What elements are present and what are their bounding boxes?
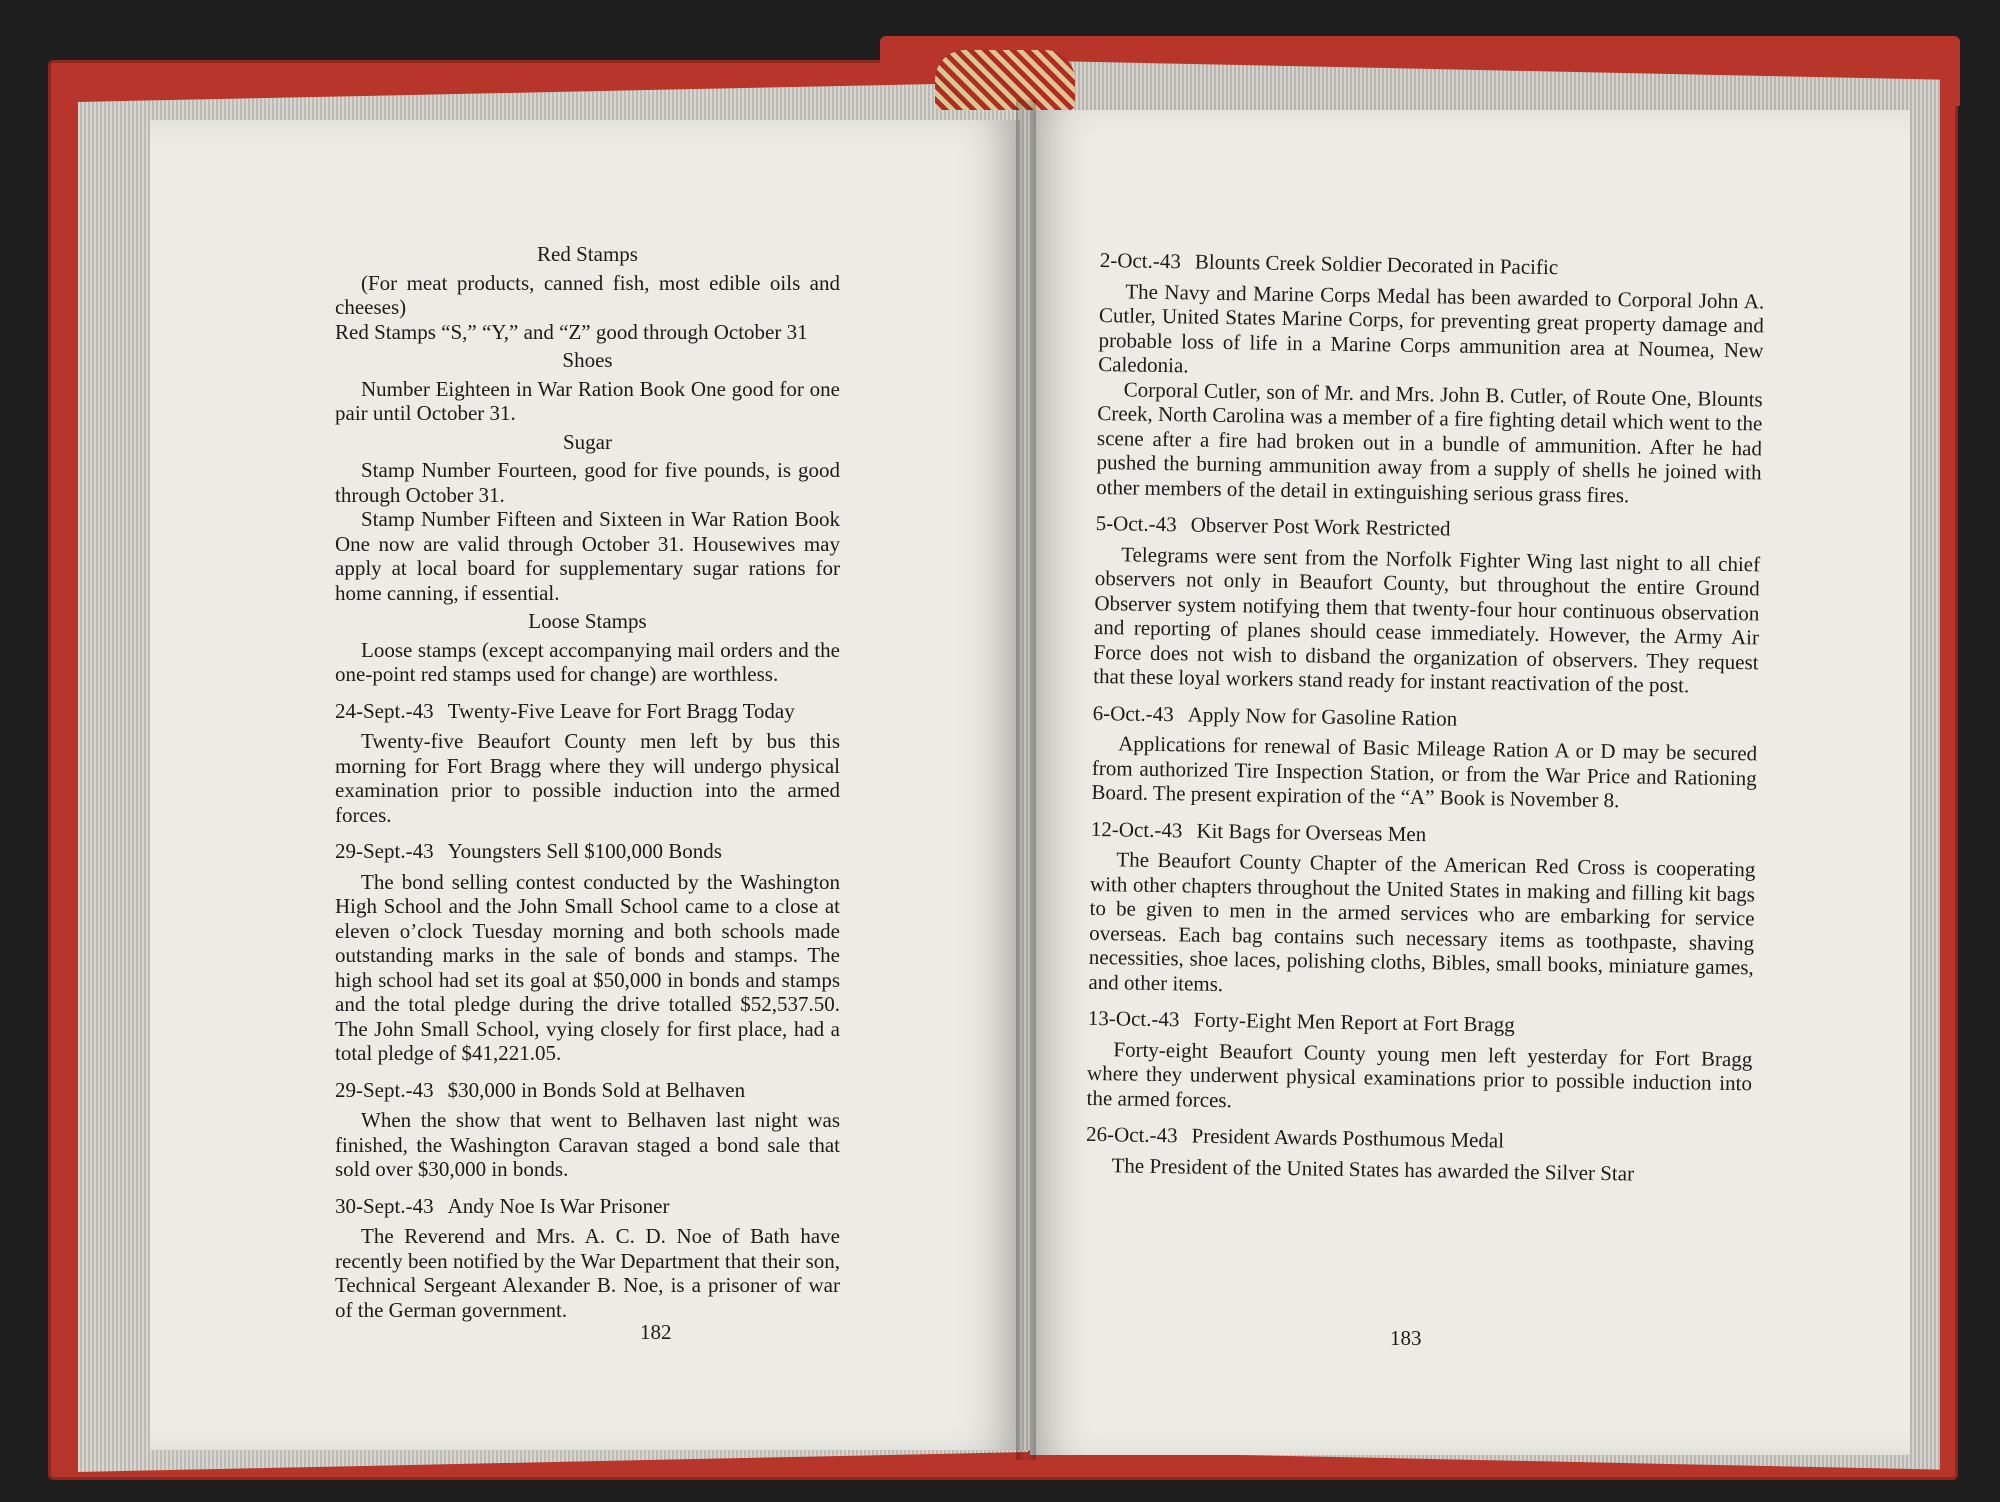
entry-heading xyxy=(335,1078,840,1103)
entry-body: The bond selling contest conducted by the Washington High School and the John Small School came to a close at eleven o’clock Tuesday morning and both schools made outstanding marks in the sale of bonds and stamps. The high school had set its goal at $50,000 in bonds and stamps and the total pledge during the drive totalled $52,537.50. The John Small School, vying closely for first place, had a total pledge of $41,221.05. xyxy=(335,869,840,1065)
entry-heading xyxy=(1091,816,1756,851)
entry-body: The Reverend and Mrs. A. C. D. Noe of Bath have recently been notified by the War Department that their son, Technical Sergeant Alexander B. Noe, is a prisoner of war of the German government. xyxy=(335,1224,840,1322)
right-page xyxy=(1030,110,1910,1455)
entry-body: The Navy and Marine Corps Medal has been awarded to Corporal John A. Cutler, United States Marine Corps, for preventing great property damage and probable loss of life in a Marine Corps ammunition area at Noumea, New Caledonia. xyxy=(1097,278,1765,378)
entry-date: 30-Sept.-43 xyxy=(335,1193,434,1218)
entry-title: Kit Bags for Overseas Men xyxy=(1196,818,1427,846)
left-page-text xyxy=(335,238,840,1322)
left-page xyxy=(150,120,1020,1450)
entry-heading xyxy=(335,699,840,724)
entry-date: 29-Sept.-43 xyxy=(335,1077,434,1102)
heading-sugar: Sugar xyxy=(563,429,612,454)
entry-heading xyxy=(1086,1122,1751,1157)
entry-heading xyxy=(1088,1006,1753,1041)
entry-title: $30,000 in Bonds Sold at Belhaven xyxy=(447,1077,746,1102)
entry-date: 6-Oct.-43 xyxy=(1092,700,1174,726)
entry-title: Andy Noe Is War Prisoner xyxy=(447,1193,670,1218)
entry-date: 24-Sept.-43 xyxy=(335,698,434,723)
entry-date: 29-Sept.-43 xyxy=(335,839,434,863)
shoes-text: Number Eighteen in War Ration Book One good for one pair until October 31. xyxy=(335,376,840,425)
entry-body: Forty-eight Beaufort County young men left yesterday for Fort Bragg where they underwent physical examinations prior to possible induction into the armed forces. xyxy=(1086,1036,1753,1112)
entry-body: Telegrams were sent from the Norfolk Fighter Wing last night to all chief observers not only in Beaufort County, but throughout the entire Ground Observer system notifying them that twenty-four hour continuous observation and reporting of planes should cease immediately. However, the Army Air Force does not wish to disband the organization of observers. They request that these loyal workers stand ready for instant reactivation of the post. xyxy=(1093,541,1761,698)
sugar-text-2: Stamp Number Fifteen and Sixteen in War Ration Book One now are valid through October 31. Housewives may apply at local board for supplementary sugar rations for home canning, if essential. xyxy=(335,507,840,605)
entry-title: President Awards Posthumous Medal xyxy=(1191,1123,1505,1153)
entry-body-continued: Corporal Cutler, son of Mr. and Mrs. John B. Cutler, of Route One, Blounts Creek, North Carolina was a member of a fire fighting detail which went to the scene after a fire had broken out in a bundle of ammunition. After he had pushed the burning ammunition away from a supply of shells he joined with other members of the detail in extinguishing serious grass fires. xyxy=(1096,376,1763,507)
entry-title: Apply Now for Gasoline Ration xyxy=(1187,701,1458,731)
entry-heading xyxy=(1100,248,1765,283)
heading-shoes: Shoes xyxy=(562,348,613,372)
entry-title: Observer Post Work Restricted xyxy=(1190,512,1451,541)
entry-heading xyxy=(335,1194,840,1219)
entry-title: Forty-Eight Men Report at Fort Bragg xyxy=(1193,1007,1515,1037)
book-gutter xyxy=(1016,100,1036,1460)
entry-title: Youngsters Sell $100,000 Bonds xyxy=(447,839,722,863)
entry-date: 5-Oct.-43 xyxy=(1095,510,1177,537)
entry-date: 26-Oct.-43 xyxy=(1085,1121,1178,1148)
entry-body: The President of the United States has awarded the Silver Star xyxy=(1111,1152,1635,1186)
red-stamps-note: (For meat products, canned fish, most edible oils and cheeses) xyxy=(335,270,840,319)
heading-loose-stamps: Loose Stamps xyxy=(528,609,647,633)
red-stamps-line: Red Stamps “S,” “Y,” and “Z” good through October 31 xyxy=(335,319,808,344)
entry-date: 12-Oct.-43 xyxy=(1090,816,1183,842)
entry-heading xyxy=(335,839,840,864)
entry-body: Applications for renewal of Basic Mileage Ration A or D may be secured from authorized Tire Inspection Station, or from the War Price and Rationing Board. The present expiration of the “A” Book is November 8. xyxy=(1091,731,1758,813)
entry-heading xyxy=(1093,700,1758,735)
entry-title: Twenty-Five Leave for Fort Bragg Today xyxy=(447,698,795,723)
page-number: 182 xyxy=(640,1320,672,1344)
entry-body: Twenty-five Beaufort County men left by bus this morning for Fort Bragg where they will undergo physical examination prior to possible induction into the armed forces. xyxy=(335,729,840,827)
right-page-text xyxy=(1085,248,1765,1187)
entry-body: The Beaufort County Chapter of the American Red Cross is cooperating with other chapters throughout the United States in making and filling kit bags to be given to men in the armed services who are embarking for service overseas. Each bag contains such necessary items as toothpaste, shaving necessities, shoe laces, polishing cloths, Bibles, small books, miniature games, and other items. xyxy=(1088,847,1756,996)
entry-body: When the show that went to Belhaven last night was finished, the Washington Caravan staged a bond sale that sold over $30,000 in bonds. xyxy=(335,1108,840,1181)
entry-date: 13-Oct.-43 xyxy=(1087,1005,1180,1032)
entry-heading xyxy=(1095,511,1760,546)
entry-title: Blounts Creek Soldier Decorated in Pacific xyxy=(1194,249,1559,280)
bookmark-ribbon xyxy=(935,50,1075,110)
loose-stamps-text: Loose stamps (except accompanying mail orders and the one-point red stamps used for change) are worthless. xyxy=(335,637,840,686)
page-number: 183 xyxy=(1390,1326,1422,1350)
heading-red-stamps: Red Stamps xyxy=(537,242,638,266)
entry-date: 2-Oct.-43 xyxy=(1099,248,1182,274)
sugar-text-1: Stamp Number Fourteen, good for five pounds, is good through October 31. xyxy=(335,458,840,507)
